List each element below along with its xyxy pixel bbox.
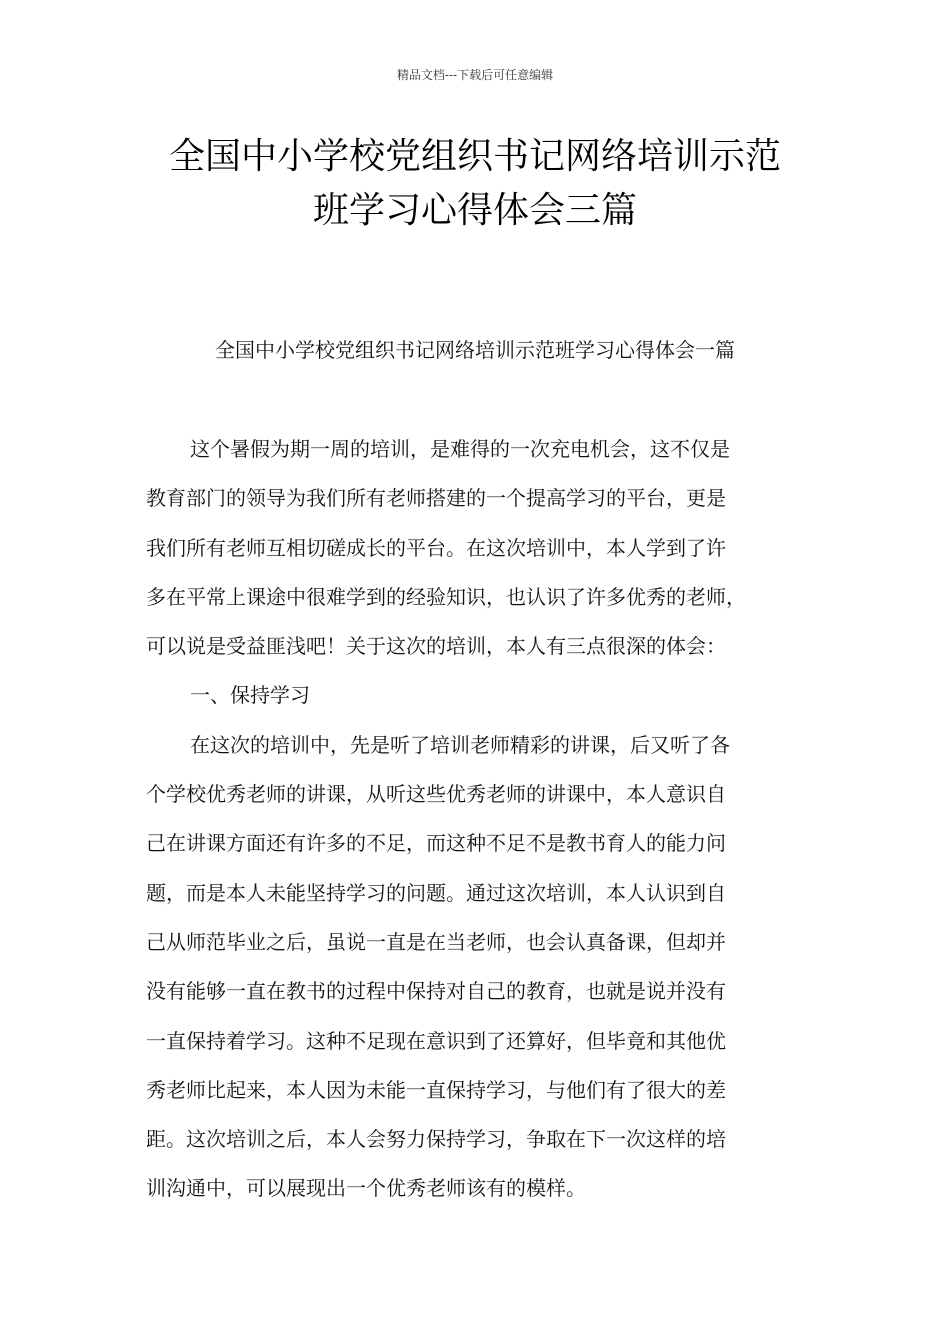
section-subtitle: 全国中小学校党组织书记网络培训示范班学习心得体会一篇 [215,338,735,362]
body-line: 在这次的培训中，先是听了培训老师精彩的讲课，后又听了各 [190,732,730,757]
body-line: 秀老师比起来，本人因为未能一直保持学习，与他们有了很大的差 [146,1077,726,1102]
body-line: 没有能够一直在教书的过程中保持对自己的教育，也就是说并没有 [146,979,726,1004]
body-line: 训沟通中，可以展现出一个优秀老师该有的模样。 [146,1176,586,1201]
body-line: 教育部门的领导为我们所有老师搭建的一个提高学习的平台，更是 [146,486,726,511]
body-text [146,432,806,1221]
header-note: 精品文档---下载后可任意编辑 [396,68,554,82]
body-line: 一直保持着学习。这种不足现在意识到了还算好，但毕竟和其他优 [146,1028,726,1053]
body-line: 可以说是受益匪浅吧！关于这次的培训，本人有三点很深的体会： [146,634,726,659]
document-title-line-1: 全国中小学校党组织书记网络培训示范 [168,136,781,177]
body-line: 题，而是本人未能坚持学习的问题。通过这次培训，本人认识到自 [146,880,726,905]
body-line: 一、保持学习 [190,683,310,708]
document-title [60,130,890,238]
body-line: 己从师范毕业之后，虽说一直是在当老师，也会认真备课，但却并 [146,929,726,954]
document-title-line-2: 班学习心得体会三篇 [312,190,637,231]
body-line: 己在讲课方面还有许多的不足，而这种不足不是教书育人的能力问 [146,831,726,856]
body-line: 个学校优秀老师的讲课，从听这些优秀老师的讲课中，本人意识自 [146,782,726,807]
body-line: 这个暑假为期一周的培训，是难得的一次充电机会，这不仅是 [190,437,730,461]
body-line: 距。这次培训之后，本人会努力保持学习，争取在下一次这样的培 [146,1127,726,1152]
body-line: 多在平常上课途中很难学到的经验知识，也认识了许多优秀的老师， [146,584,746,609]
body-line: 我们所有老师互相切磋成长的平台。在这次培训中，本人学到了许 [146,535,726,560]
